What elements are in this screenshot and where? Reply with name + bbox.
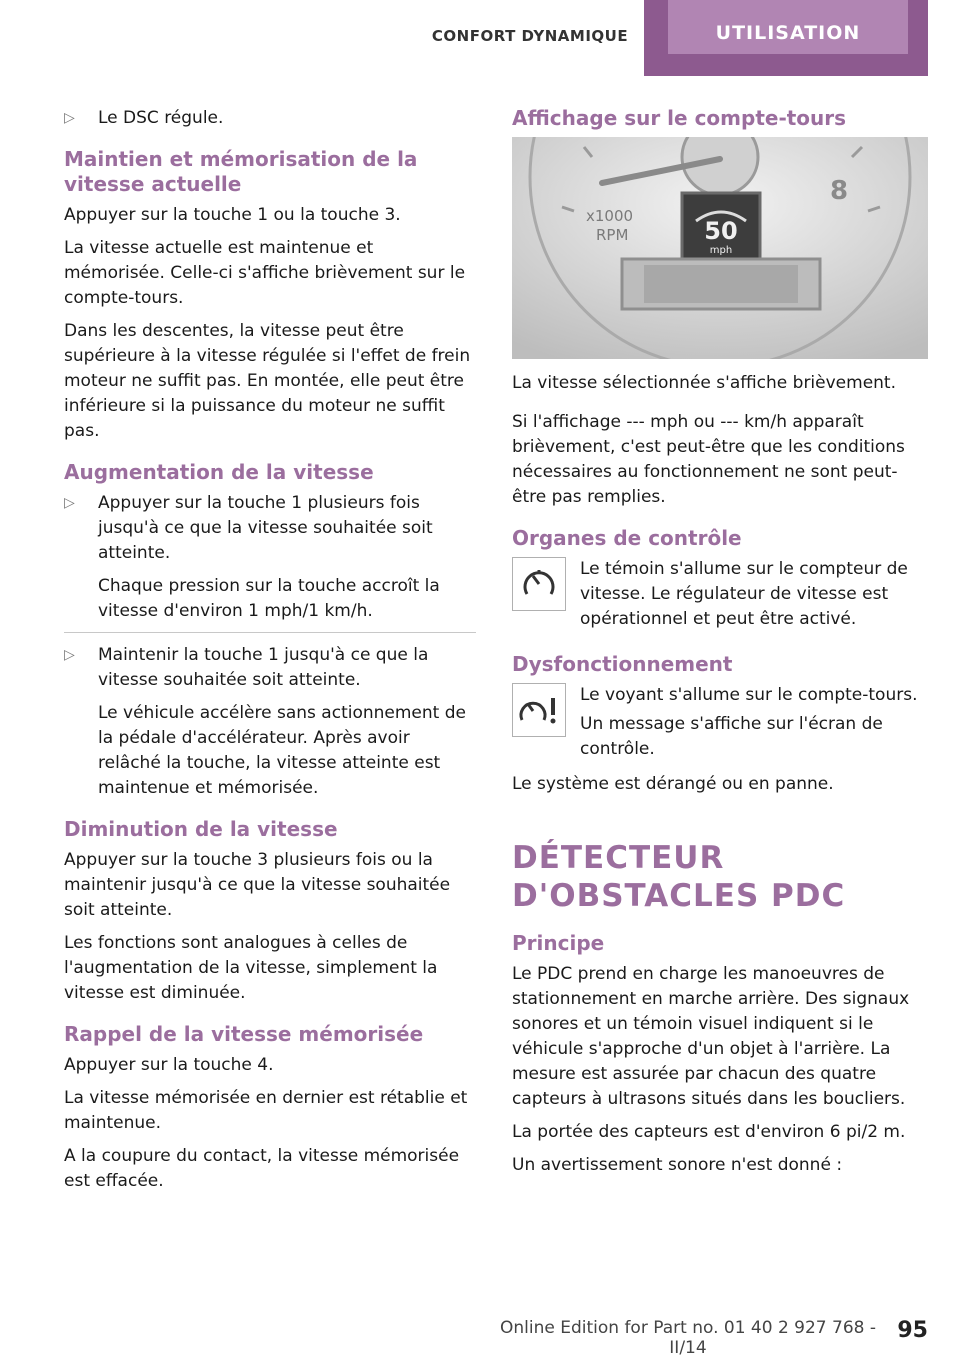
- speed-value: 50: [704, 217, 738, 245]
- footer-edition: Online Edition for Part no. 01 40 2 927 768 - II/14: [499, 1318, 877, 1358]
- indicator-text: Le témoin s'allume sur le compteur de vitesse. Le régulateur de vitesse est opérationnel et peut être activé.: [580, 559, 908, 629]
- left-column: [64, 106, 476, 1202]
- indicator-row: [512, 557, 924, 636]
- warning-text: Le voyant s'allume sur le compte-tours.: [580, 685, 918, 705]
- warning-row: [512, 683, 924, 766]
- paragraph: La portée des capteurs est d'environ 6 pi/2 m.: [512, 1122, 906, 1142]
- paragraph: Le PDC prend en charge les manoeuvres de stationnement en marche arrière. Des signaux sonores et un témoin visuel indiquent si le véhicule s'approche d'un objet à l'arrière. La mesure est assurée par chacun des quatre capteurs à ultrasons situés dans les boucliers.: [512, 964, 910, 1109]
- cruise-control-warning-icon: [512, 683, 566, 737]
- paragraph: Appuyer sur la touche 4.: [64, 1055, 274, 1075]
- tick-label: 8: [830, 176, 849, 206]
- right-column: [512, 106, 924, 1186]
- heading-rappel: Rappel de la vitesse mémorisée: [64, 1022, 424, 1046]
- list-item: [64, 643, 476, 801]
- warning-text: Un message s'affiche sur l'écran de contrôle.: [580, 714, 883, 759]
- heading-maintien: Maintien et mémorisation de la vitesse actuelle: [64, 147, 418, 196]
- bullet-text: Appuyer sur la touche 1 plusieurs fois jusqu'à ce que la vitesse souhaitée soit atteinte.: [98, 493, 433, 563]
- paragraph: La vitesse actuelle est maintenue et mémorisée. Celle-ci s'affiche brièvement sur le compte-tours.: [64, 238, 466, 308]
- heading-affichage: Affichage sur le compte-tours: [512, 106, 847, 130]
- triangle-bullet-icon: ▷: [64, 495, 75, 511]
- header-section-label: UTILISATION: [668, 0, 908, 54]
- unit-label-1: x1000: [586, 207, 634, 225]
- unit-label-2: RPM: [596, 226, 629, 244]
- triangle-bullet-icon: ▷: [64, 110, 75, 126]
- speed-unit: mph: [709, 245, 733, 256]
- heading-dysfonctionnement: Dysfonctionnement: [512, 652, 733, 676]
- triangle-bullet-icon: ▷: [64, 647, 75, 663]
- paragraph: Appuyer sur la touche 3 plusieurs fois ou la maintenir jusqu'à ce que la vitesse souhaitée soit atteinte.: [64, 850, 451, 920]
- header-chapter: CONFORT DYNAMIQUE: [431, 27, 629, 45]
- header-section-tab: [644, 0, 928, 76]
- heading-organes: Organes de contrôle: [512, 526, 742, 550]
- divider: [64, 632, 476, 633]
- paragraph: Un avertissement sonore n'est donné :: [512, 1155, 843, 1175]
- paragraph: Appuyer sur la touche 1 ou la touche 3.: [64, 205, 401, 225]
- paragraph: A la coupure du contact, la vitesse mémorisée est effacée.: [64, 1146, 460, 1191]
- paragraph: La vitesse mémorisée en dernier est rétablie et maintenue.: [64, 1088, 468, 1133]
- paragraph: La vitesse sélectionnée s'affiche brièvement.: [512, 373, 896, 393]
- heading-diminution: Diminution de la vitesse: [64, 817, 338, 841]
- heading-augmentation: Augmentation de la vitesse: [64, 460, 374, 484]
- paragraph: Les fonctions sont analogues à celles de l'augmentation de la vitesse, simplement la vitesse est diminuée.: [64, 933, 438, 1003]
- bullet-text: Maintenir la touche 1 jusqu'à ce que la vitesse souhaitée soit atteinte.: [98, 645, 429, 690]
- heading-principe: Principe: [512, 931, 605, 955]
- bullet-text: Le véhicule accélère sans actionnement de la pédale d'accélérateur. Après avoir relâché la touche, la vitesse atteinte est maintenue et mémorisée.: [98, 703, 466, 798]
- page-number: 95: [897, 1318, 928, 1343]
- paragraph: Le système est dérangé ou en panne.: [512, 774, 834, 794]
- paragraph: Si l'affichage --- mph ou --- km/h apparaît brièvement, c'est peut-être que les conditions nécessaires au fonctionnement ne sont peut-être pas remplies.: [512, 412, 905, 507]
- bullet-text: Le DSC régule.: [98, 108, 224, 128]
- paragraph: Dans les descentes, la vitesse peut être supérieure à la vitesse régulée si l'effet de frein moteur ne suffit pas. En montée, elle peut être inférieure si la puissance du moteur ne suffit pas.: [64, 321, 471, 441]
- cruise-control-indicator-icon: [512, 557, 566, 611]
- list-item: [64, 106, 476, 131]
- tachometer-illustration: [512, 137, 928, 359]
- list-item: [64, 491, 476, 624]
- tachometer-figure: [512, 137, 928, 359]
- bullet-text: Chaque pression sur la touche accroît la vitesse d'environ 1 mph/1 km/h.: [98, 576, 440, 621]
- heading-pdc: DÉTECTEUR D'OBSTACLES PDC: [512, 840, 846, 914]
